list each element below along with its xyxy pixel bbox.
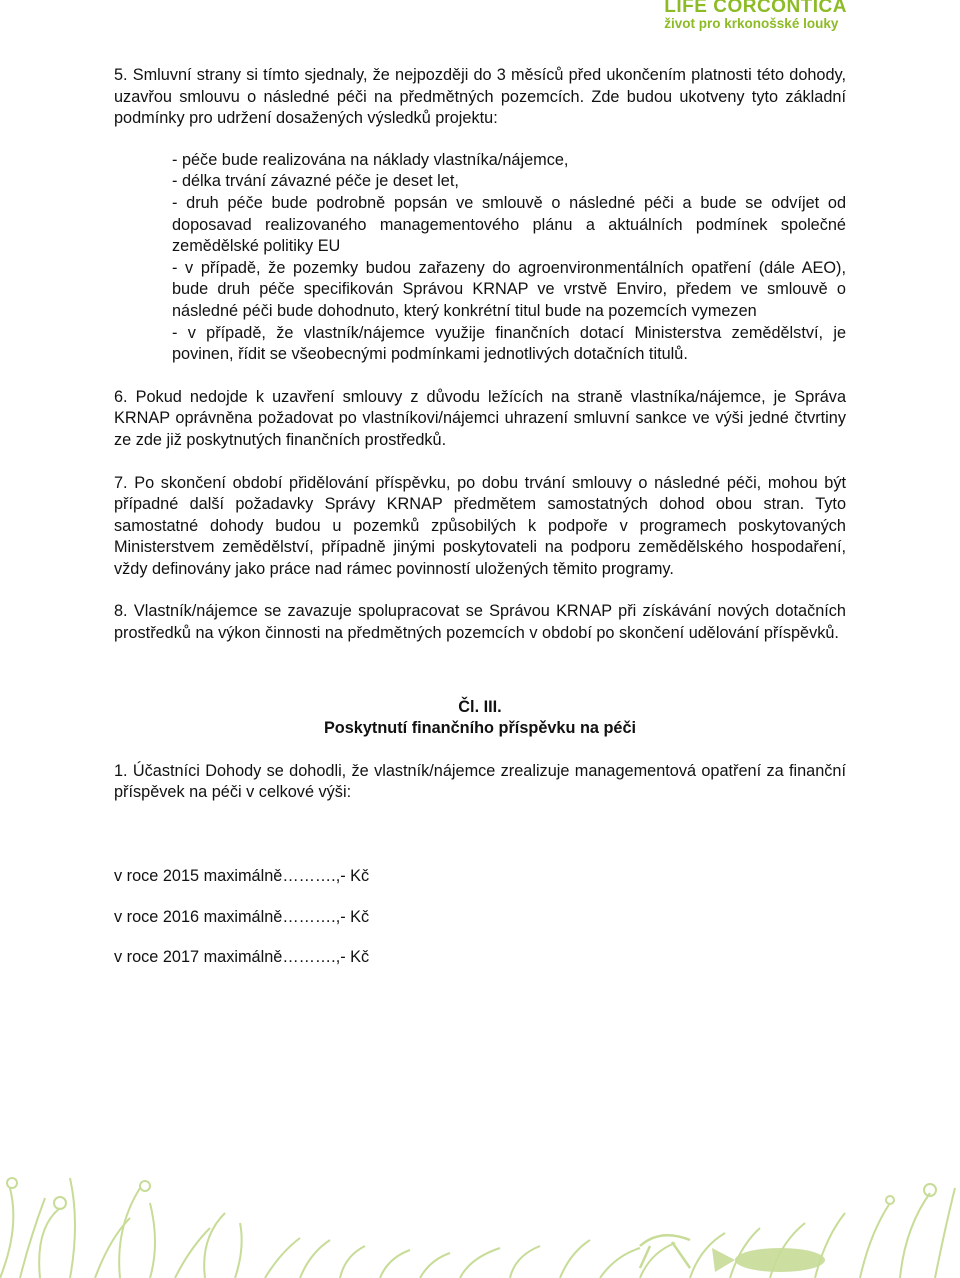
list-item: - v případě, že vlastník/nájemce využije finančních dotací Ministerstva zemědělství, je povinen, řídit se všeobecnými podmínkami jednotlivých dotačních titulů. xyxy=(172,323,846,364)
article-title: Poskytnutí finančního příspěvku na péči xyxy=(323,719,637,738)
paragraph-5-intro: 5. Smluvní strany si tímto sjednaly, že nejpozději do 3 měsíců před ukončením platnosti této dohody, uzavřou smlouvu o následné péči na předmětných pozemcích. Zde budou ukotveny tyto základní podmínky pro udržení dosažených výsledků projektu: xyxy=(114,66,846,128)
list-item: - v případě, že pozemky budou zařazeny do agroenvironmentálních opatření (dále AEO), bude druh péče specifikován Správou KRNAP ve vrstvě Enviro, předem ve smlouvě o následné péči bude dohodnuto, který konkrétní titul bude na pozemcích vymezen xyxy=(172,258,846,320)
logo-title: LIFE CORCONTICA xyxy=(664,0,847,17)
paragraph-8: 8. Vlastník/nájemce se zavazuje spolupracovat se Správou KRNAP při získávání nových dotačních prostředků na výkon činnosti na předmětných pozemcích v období po skončení udělování příspěvků. xyxy=(114,602,846,643)
paragraph-6: 6. Pokud nedojde k uzavření smlouvy z důvodu ležících na straně vlastníka/nájemce, je Správa KRNAP oprávněna požadovat po vlastníkovi/nájemci uhrazení smluvní sankce ve výši jedné čtvrtiny ze zde již poskytnutých finančních prostředků. xyxy=(114,387,846,449)
list-item: - péče bude realizována na náklady vlastníka/nájemce, xyxy=(172,150,569,169)
list-item: - druh péče bude podrobně popsán ve smlouvě o následné péči a bude se odvíjet od doposavad realizovaného managementového plánu a aktuálních podmínek společné zemědělské politiky EU xyxy=(172,193,846,256)
paragraph-7: 7. Po skončení období přidělování příspěvku, po dobu trvání smlouvy o následné péči, mohou být případné další požadavky Správy KRNAP předmětem samostatných dohod obou stran. Tyto samostatné dohody budou u pozemků způsobilých k podpoře v programech poskytovaných Ministerstvem zemědělství, případně jinými poskytovateli na podporu zemědělského hospodaření, vždy definovány jako práce nad rámec povinností uložených těmito programy. xyxy=(114,473,846,578)
article-paragraph-1: 1. Účastníci Dohody se dohodli, že vlastník/nájemce zrealizuje managementová opatření za finanční příspěvek na péči v celkové výši: xyxy=(114,761,846,802)
amount-2016: v roce 2016 maximálně……….,- Kč xyxy=(114,907,370,926)
document-body xyxy=(114,65,846,969)
footer-illustration xyxy=(0,1128,960,1278)
conditions-list xyxy=(114,150,846,366)
article-number: Čl. III. xyxy=(458,697,502,716)
list-item: - délka trvání závazné péče je deset let, xyxy=(172,172,459,191)
amount-2015: v roce 2015 maximálně……….,- Kč xyxy=(114,867,370,886)
amount-2017: v roce 2017 maximálně……….,- Kč xyxy=(114,948,370,967)
fish-illustration-icon xyxy=(712,1248,825,1272)
logo-subtitle: život pro krkonošské louky xyxy=(664,16,839,31)
logo xyxy=(664,0,847,32)
